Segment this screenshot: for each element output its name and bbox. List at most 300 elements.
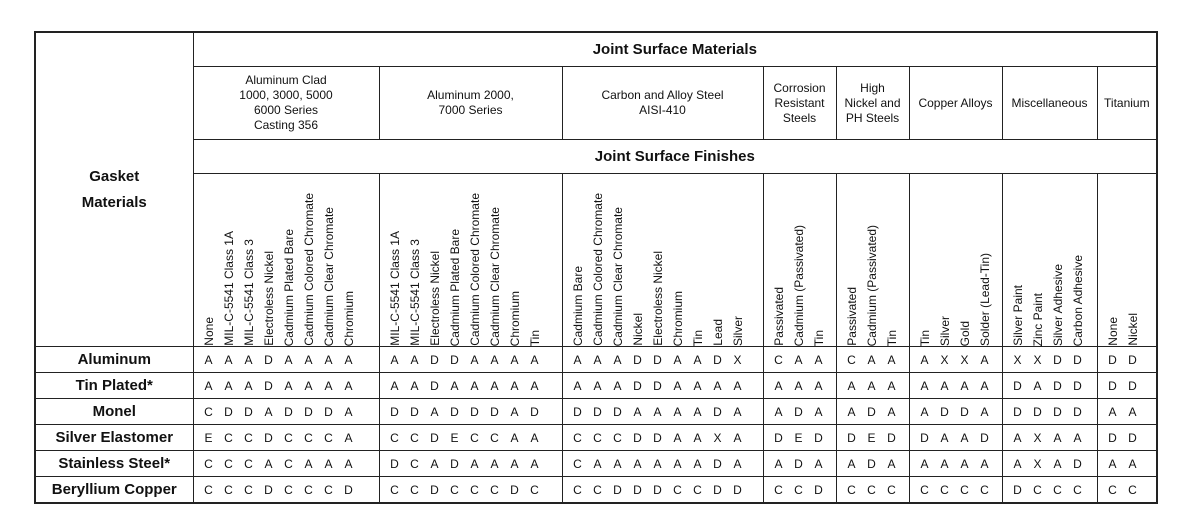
rating-cell-group (1097, 347, 1157, 373)
rating-value: A (530, 430, 539, 445)
rating-value: D (530, 404, 539, 419)
rating-value: D (633, 378, 642, 393)
rating-value: D (1128, 352, 1137, 367)
rating-value: D (653, 430, 662, 445)
rating-value: A (1013, 456, 1022, 471)
rating-value: D (867, 456, 876, 471)
rating-value: D (344, 482, 353, 497)
finish-label: Lead (710, 319, 725, 346)
table-row (35, 477, 1157, 504)
rating-value: C (613, 430, 622, 445)
rating-value: C (960, 482, 969, 497)
rating-value: C (1073, 482, 1082, 497)
rating-value: C (573, 430, 582, 445)
rating-cell-group (1097, 477, 1157, 504)
rating-value: A (244, 352, 253, 367)
finish-label: Silver Adhesive (1050, 263, 1065, 346)
finish-label: Zinc Paint (1030, 292, 1045, 346)
rating-value: A (847, 378, 856, 393)
rating-cell-group (836, 373, 909, 399)
rating-value: A (244, 378, 253, 393)
rating-cell-group (836, 399, 909, 425)
rating-value: X (940, 352, 949, 367)
rating-value: A (613, 378, 622, 393)
rating-value: A (887, 404, 896, 419)
rating-value: C (304, 482, 313, 497)
rating-value: A (510, 378, 519, 393)
gasket-material-label: Beryllium Copper (35, 477, 193, 504)
rating-value: A (693, 404, 702, 419)
rating-value: A (1108, 456, 1117, 471)
material-header: Carbon and Alloy Steel AISI-410 (562, 67, 763, 140)
gasket-material-label: Silver Elastomer (35, 425, 193, 451)
rating-value: C (224, 456, 233, 471)
rating-value: A (264, 404, 273, 419)
rating-value: A (867, 352, 876, 367)
rating-value: A (1033, 378, 1042, 393)
rating-value: A (733, 404, 742, 419)
rating-value: D (1128, 430, 1137, 445)
rating-value: A (653, 404, 662, 419)
rating-cell-group (1002, 373, 1097, 399)
rating-cell-group (379, 373, 562, 399)
rating-value: C (1053, 482, 1062, 497)
rating-value: A (887, 352, 896, 367)
finish-label: Silver (730, 315, 745, 346)
rating-value: C (1033, 482, 1042, 497)
finish-label: MIL-C-5541 Class 3 (241, 239, 256, 346)
rating-value: E (867, 430, 876, 445)
rating-value: D (887, 430, 896, 445)
rating-value: C (284, 456, 293, 471)
finish-label: Nickel (1125, 313, 1140, 346)
rating-cell-group (1097, 399, 1157, 425)
rating-cell-group (909, 451, 1002, 477)
rating-value: A (510, 404, 519, 419)
rating-value: A (940, 456, 949, 471)
rating-value: D (613, 404, 622, 419)
material-header: Titanium (1097, 67, 1157, 140)
finish-group-header (909, 174, 1002, 347)
rating-value: A (593, 352, 602, 367)
finish-label: Tin (917, 329, 932, 346)
rating-value: A (490, 352, 499, 367)
rating-value: A (530, 352, 539, 367)
rating-value: C (390, 430, 399, 445)
rating-value: C (244, 456, 253, 471)
rating-value: C (693, 482, 702, 497)
rating-value: X (713, 430, 722, 445)
rating-value: D (1073, 378, 1082, 393)
rating-value: C (774, 352, 783, 367)
rating-value: A (284, 378, 293, 393)
rating-value: A (980, 404, 989, 419)
rating-value: A (530, 378, 539, 393)
rating-cell-group (1002, 425, 1097, 451)
rating-cell-group (193, 373, 379, 399)
rating-value: A (960, 378, 969, 393)
rating-value: A (847, 404, 856, 419)
finish-label: Cadmium Plated Bare (281, 228, 296, 346)
rating-value: D (713, 404, 722, 419)
rating-value: D (1108, 378, 1117, 393)
rating-value: A (470, 456, 479, 471)
rating-value: C (867, 482, 876, 497)
rating-cell-group (763, 347, 836, 373)
rating-cell-group (193, 425, 379, 451)
rating-value: A (774, 404, 783, 419)
rating-value: D (1108, 352, 1117, 367)
table-row (35, 451, 1157, 477)
finish-label: Chromium (341, 290, 356, 346)
rating-value: A (940, 430, 949, 445)
rating-cell-group (562, 399, 763, 425)
rating-value: A (920, 404, 929, 419)
finish-label: Tin (884, 329, 899, 346)
rating-value: A (324, 456, 333, 471)
rating-value: D (613, 482, 622, 497)
finish-label: Cadmium Colored Chromate (590, 193, 605, 346)
rating-cell-group (909, 425, 1002, 451)
rating-cell-group (1002, 347, 1097, 373)
rating-cell-group (1002, 451, 1097, 477)
rating-cell-group (1002, 399, 1097, 425)
rating-value: D (450, 404, 459, 419)
rating-value: D (264, 482, 273, 497)
rating-value: A (980, 456, 989, 471)
rating-value: A (510, 352, 519, 367)
rating-value: C (390, 482, 399, 497)
rating-value: A (693, 456, 702, 471)
finish-label: Tin (690, 329, 705, 346)
rating-value: D (920, 430, 929, 445)
rating-value: A (1013, 430, 1022, 445)
rating-cell-group (909, 399, 1002, 425)
finish-group-header (763, 174, 836, 347)
rating-value: A (430, 456, 439, 471)
rating-cell-group (1097, 425, 1157, 451)
rating-value: D (264, 378, 273, 393)
finish-label: Cadmium Plated Bare (447, 228, 462, 346)
finish-label: Gold (957, 320, 972, 346)
rating-value: D (713, 482, 722, 497)
gasket-material-label: Monel (35, 399, 193, 425)
rating-value: A (673, 430, 682, 445)
rating-value: D (1073, 404, 1082, 419)
rating-cell-group (763, 399, 836, 425)
rating-value: C (284, 482, 293, 497)
rating-value: A (814, 378, 823, 393)
rating-cell-group (193, 347, 379, 373)
finish-group-header (562, 174, 763, 347)
rating-value: C (490, 430, 499, 445)
rating-cell-group (836, 425, 909, 451)
material-header: Miscellaneous (1002, 67, 1097, 140)
rating-value: A (814, 352, 823, 367)
finish-label: Tin (811, 329, 826, 346)
rating-value: D (430, 482, 439, 497)
rating-value: D (224, 404, 233, 419)
rating-value: A (673, 404, 682, 419)
rating-value: A (324, 378, 333, 393)
rating-value: C (244, 430, 253, 445)
finish-label: Cadmium Clear Chromate (610, 206, 625, 346)
rating-value: C (980, 482, 989, 497)
rating-value: A (673, 352, 682, 367)
rating-value: A (530, 456, 539, 471)
rating-value: D (390, 456, 399, 471)
compatibility-table (34, 31, 1158, 504)
rating-value: A (470, 378, 479, 393)
table-row (35, 347, 1157, 373)
table-row (35, 373, 1157, 399)
rating-value: X (733, 352, 742, 367)
rating-value: C (410, 430, 419, 445)
rating-cell-group (763, 477, 836, 504)
joint-surface-materials-title: Joint Surface Materials (193, 32, 1157, 67)
rating-value: D (264, 430, 273, 445)
material-header: High Nickel and PH Steels (836, 67, 909, 140)
rating-value: C (204, 482, 213, 497)
rating-value: A (344, 456, 353, 471)
material-header: Copper Alloys (909, 67, 1002, 140)
rating-cell-group (379, 451, 562, 477)
rating-cell-group (1097, 451, 1157, 477)
finishes-row (35, 174, 1157, 347)
rating-value: C (204, 456, 213, 471)
rating-value: A (920, 352, 929, 367)
rating-cell-group (379, 477, 562, 504)
finish-label: None (201, 317, 216, 346)
rating-value: C (284, 430, 293, 445)
rating-value: A (304, 352, 313, 367)
rating-value: A (224, 352, 233, 367)
table-row (35, 399, 1157, 425)
rating-value: D (510, 482, 519, 497)
rating-value: A (613, 456, 622, 471)
finish-label: Cadmium Colored Chromate (301, 193, 316, 346)
rating-value: D (814, 482, 823, 497)
rating-value: C (847, 482, 856, 497)
rating-value: D (633, 482, 642, 497)
rating-value: C (940, 482, 949, 497)
finish-label: Cadmium Clear Chromate (321, 206, 336, 346)
rating-value: C (324, 430, 333, 445)
rating-value: A (390, 352, 399, 367)
rating-value: D (633, 352, 642, 367)
rating-value: A (693, 352, 702, 367)
rating-value: X (1033, 456, 1042, 471)
rating-cell-group (909, 373, 1002, 399)
rating-value: A (573, 378, 582, 393)
rating-value: A (490, 378, 499, 393)
rating-value: C (573, 482, 582, 497)
rating-value: D (867, 404, 876, 419)
rating-value: A (960, 456, 969, 471)
rating-value: A (814, 404, 823, 419)
rating-cell-group (379, 399, 562, 425)
rating-value: X (1033, 352, 1042, 367)
rating-value: D (1128, 378, 1137, 393)
joint-surface-finishes-title: Joint Surface Finishes (193, 140, 1157, 174)
finish-label: Passivated (771, 287, 786, 346)
finish-label: None (1105, 317, 1120, 346)
rating-value: D (847, 430, 856, 445)
finish-label: Nickel (630, 313, 645, 346)
rating-value: D (390, 404, 399, 419)
rating-value: E (204, 430, 213, 445)
rating-value: A (1053, 430, 1062, 445)
rating-value: X (1013, 352, 1022, 367)
gasket-material-label: Tin Plated* (35, 373, 193, 399)
rating-value: D (713, 352, 722, 367)
rating-cell-group (379, 425, 562, 451)
rating-value: A (980, 352, 989, 367)
rating-value: A (490, 456, 499, 471)
rating-value: A (304, 456, 313, 471)
rating-value: A (204, 352, 213, 367)
rating-value: A (344, 352, 353, 367)
rating-cell-group (562, 425, 763, 451)
rating-cell-group (562, 347, 763, 373)
rating-value: A (693, 378, 702, 393)
rating-value: C (593, 430, 602, 445)
material-header: Aluminum Clad 1000, 3000, 5000 6000 Series Casting 356 (193, 67, 379, 140)
rating-value: C (224, 430, 233, 445)
rating-value: A (673, 378, 682, 393)
rating-value: D (410, 404, 419, 419)
rating-value: D (1053, 378, 1062, 393)
rating-value: D (814, 430, 823, 445)
rating-value: D (653, 352, 662, 367)
rating-cell-group (836, 347, 909, 373)
rating-value: C (673, 482, 682, 497)
rating-cell-group (193, 451, 379, 477)
rating-cell-group (909, 347, 1002, 373)
rating-cell-group (909, 477, 1002, 504)
rating-value: D (593, 404, 602, 419)
rating-value: C (847, 352, 856, 367)
rating-value: C (410, 482, 419, 497)
material-header: Aluminum 2000, 7000 Series (379, 67, 562, 140)
rating-value: C (324, 482, 333, 497)
rating-value: A (733, 430, 742, 445)
rating-value: C (470, 482, 479, 497)
rating-value: A (284, 352, 293, 367)
finish-group-header (379, 174, 562, 347)
rating-value: D (430, 430, 439, 445)
rating-value: C (204, 404, 213, 419)
rating-value: A (1128, 404, 1137, 419)
rating-value: A (264, 456, 273, 471)
finish-label: Cadmium Colored Chromate (467, 193, 482, 346)
finish-label: MIL-C-5541 Class 1A (221, 231, 236, 346)
rating-value: A (344, 430, 353, 445)
rating-value: D (794, 404, 803, 419)
rating-value: A (814, 456, 823, 471)
rating-value: C (244, 482, 253, 497)
rating-value: A (450, 378, 459, 393)
rating-value: A (593, 378, 602, 393)
rating-value: C (490, 482, 499, 497)
rating-value: D (1013, 482, 1022, 497)
rating-value: A (470, 352, 479, 367)
rating-value: A (344, 378, 353, 393)
finish-label: Passivated (844, 287, 859, 346)
rating-value: A (867, 378, 876, 393)
rating-value: D (653, 378, 662, 393)
rating-value: C (224, 482, 233, 497)
material-header: Corrosion Resistant Steels (763, 67, 836, 140)
rating-value: A (653, 456, 662, 471)
rating-value: D (1013, 378, 1022, 393)
rating-value: A (920, 378, 929, 393)
rating-value: D (1053, 352, 1062, 367)
rating-value: A (224, 378, 233, 393)
rating-value: D (324, 404, 333, 419)
finish-label: Cadmium Clear Chromate (487, 206, 502, 346)
rating-value: A (573, 352, 582, 367)
rating-value: C (450, 482, 459, 497)
rating-value: D (1108, 430, 1117, 445)
rating-value: C (593, 482, 602, 497)
materials-row (35, 67, 1157, 140)
rating-value: A (733, 378, 742, 393)
rating-value: A (390, 378, 399, 393)
rating-value: D (980, 430, 989, 445)
gasket-materials-header: Gasket Materials (35, 32, 193, 347)
finish-label: Silver (937, 315, 952, 346)
rating-value: A (713, 378, 722, 393)
rating-value: X (960, 352, 969, 367)
rating-value: A (410, 378, 419, 393)
rating-value: C (573, 456, 582, 471)
rating-value: A (940, 378, 949, 393)
rating-value: E (450, 430, 459, 445)
rating-cell-group (1097, 373, 1157, 399)
rating-value: D (633, 430, 642, 445)
rating-cell-group (763, 451, 836, 477)
rating-value: D (1033, 404, 1042, 419)
rating-value: D (450, 352, 459, 367)
finish-label: Cadmium (Passivated) (864, 224, 879, 346)
rating-value: A (593, 456, 602, 471)
rating-value: C (530, 482, 539, 497)
finish-label: MIL-C-5541 Class 3 (407, 239, 422, 346)
rating-value: D (794, 456, 803, 471)
rating-value: D (653, 482, 662, 497)
rating-value: D (430, 378, 439, 393)
rating-value: X (1033, 430, 1042, 445)
finish-label: Cadmium (Passivated) (791, 224, 806, 346)
rating-value: A (980, 378, 989, 393)
finish-label: Electroless Nickel (261, 251, 276, 346)
rating-value: A (633, 456, 642, 471)
rating-value: D (733, 482, 742, 497)
rating-cell-group (193, 399, 379, 425)
rating-value: D (1073, 456, 1082, 471)
rating-value: D (960, 404, 969, 419)
rating-value: A (1073, 430, 1082, 445)
rating-cell-group (193, 477, 379, 504)
finish-label: Electroless Nickel (427, 251, 442, 346)
rating-value: A (344, 404, 353, 419)
rating-value: A (1128, 456, 1137, 471)
rating-value: A (1053, 456, 1062, 471)
rating-value: A (1108, 404, 1117, 419)
rating-value: D (1073, 352, 1082, 367)
rating-value: C (794, 482, 803, 497)
